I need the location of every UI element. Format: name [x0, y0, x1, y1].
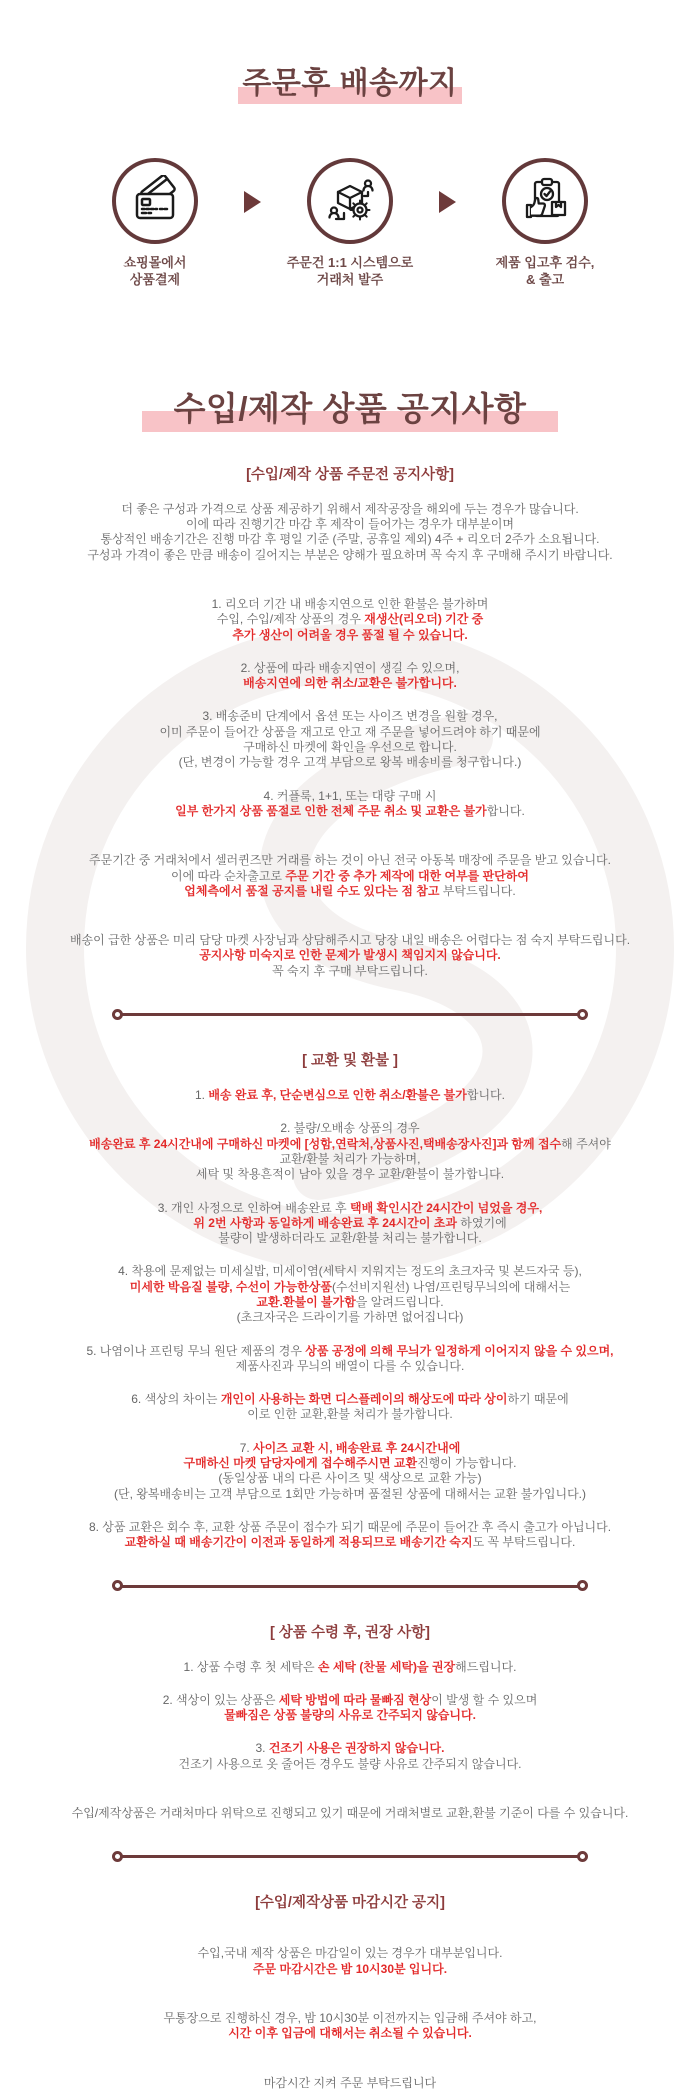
- notice-title-text: 수입/제작 상품 공지사항: [142, 390, 559, 432]
- notice-line: 수입/제작상품은 거래처마다 위탁으로 진행되고 있기 때문에 거래처별로 교환,환불 기준이 다를 수 있습니다.: [71, 1806, 629, 1821]
- notice-line: 교환하실 때 배송기간이 이전과 동일하게 적용되므로 배송기간 숙지도 꼭 부탁드립니다.: [124, 1535, 576, 1550]
- notice-line: 주문기간 중 거래처에서 셀러퀸즈만 거래를 하는 것이 아닌 전국 아동복 매장에 주문을 받고 있습니다.: [89, 853, 611, 868]
- notice-block: [0, 1441, 700, 1502]
- notice-line: 1. 배송 완료 후, 단순변심으로 인한 취소/환불은 불가합니다.: [195, 1088, 505, 1103]
- notice-line: 제품사진과 무늬의 배열이 다를 수 있습니다.: [235, 1358, 465, 1373]
- notice-line: 세탁 및 착용흔적이 남아 있을 경우 교환/환불이 불가합니다.: [195, 1167, 505, 1182]
- notice-block: [0, 933, 700, 979]
- notice-line: 구매하신 마켓에 확인을 우선으로 합니다.: [243, 740, 457, 755]
- notice-line: 교환/환불 처리가 가능하며,: [279, 1151, 421, 1166]
- page-title: [0, 58, 700, 102]
- notice-line: 3. 건조기 사용은 권장하지 않습니다.: [255, 1741, 445, 1756]
- notice-line: (단, 변경이 가능할 경우 고객 부담으로 왕복 배송비를 청구합니다.): [178, 755, 522, 770]
- notice-block: [0, 853, 700, 899]
- notice-line: 미세한 박음질 불량, 수선이 가능한상품(수선비지원선) 나염/프린팅무늬의에 대해서는: [129, 1279, 571, 1294]
- notice-line: 이에 따라 순차출고로 주문 기간 중 추가 제작에 대한 여부를 판단하여: [171, 868, 529, 883]
- notice-block: [0, 2076, 700, 2091]
- notice-section: [0, 466, 700, 979]
- notice-section: [0, 1624, 700, 1822]
- notice-line: 주문 마감시간은 밤 10시30분 입니다.: [252, 1961, 448, 1976]
- notice-line: 구성과 가격이 좋은 만큼 배송이 길어지는 부분은 양해가 필요하며 꼭 숙지 후 구매해 주시기 바랍니다.: [87, 547, 613, 562]
- notice-section: [0, 1894, 700, 2090]
- arrow-right-icon: [244, 191, 261, 213]
- notice-block: [0, 1946, 700, 1977]
- notice-line: 더 좋은 구성과 가격으로 상품 제공하기 위해서 제작공장을 해외에 두는 경우가 많습니다.: [121, 501, 579, 516]
- notice-line: 건조기 사용으로 옷 줄어든 경우도 불량 사유로 간주되지 않습니다.: [178, 1756, 522, 1771]
- notice-line: 2. 상품에 따라 배송지연이 생길 수 있으며,: [240, 660, 460, 675]
- notice-line: 이에 따라 진행기간 마감 후 제작이 들어가는 경우가 대부분이며: [185, 517, 515, 532]
- notice-line: 4. 커플룩, 1+1, 또는 대량 구매 시: [263, 788, 437, 803]
- notice-block: [0, 789, 700, 820]
- notice-block: [0, 2011, 700, 2042]
- notice-block: [0, 1520, 700, 1551]
- inspection-icon: [502, 158, 588, 244]
- notice-line: 추가 생산이 어려울 경우 품절 될 수 있습니다.: [232, 627, 468, 642]
- notice-line: 교환.환불이 불가함을 알려드립니다.: [256, 1294, 444, 1309]
- notice-line: 물빠짐은 상품 불량의 사유로 간주되지 않습니다.: [224, 1708, 476, 1723]
- order-process-flow: [0, 158, 700, 289]
- process-step-label: 주문건 1:1 시스템으로 거래처 발주: [286, 255, 414, 287]
- notice-line: 4. 착용에 문제없는 미세실밥, 미세이염(세탁시 지워지는 정도의 초크자국 및 본드자국 등),: [118, 1264, 582, 1279]
- credit-card-icon: [112, 158, 198, 244]
- notice-line: (단, 왕복배송비는 고객 부담으로 1회만 가능하며 품절된 상품에 대해서는 교환 불가입니다.): [114, 1486, 586, 1501]
- notice-sections: [0, 466, 700, 2091]
- notice-line: 배송이 급한 상품은 미리 담당 마켓 사장님과 상담해주시고 당장 내일 배송은 어렵다는 점 숙지 부탁드립니다.: [69, 933, 631, 948]
- notice-block: [0, 661, 700, 692]
- process-step-label: 쇼핑몰에서 상품결제: [123, 255, 187, 287]
- process-step-label: 제품 입고후 검수, & 출고: [495, 255, 595, 287]
- notice-line: 2. 색상이 있는 상품은 세탁 방법에 따라 물빠짐 현상이 발생 할 수 있으며: [162, 1692, 538, 1707]
- notice-line: 공지사항 미숙지로 인한 문제가 발생시 책임지지 않습니다.: [199, 948, 501, 963]
- notice-block: [0, 1344, 700, 1375]
- section-divider: [121, 1013, 579, 1016]
- notice-line: 1. 리오더 기간 내 배송지연으로 인한 환불은 불가하며: [211, 596, 489, 611]
- notice-block: [0, 1392, 700, 1423]
- notice-block: [0, 1088, 700, 1103]
- page-title-text: 주문후 배송까지: [238, 67, 461, 104]
- notice-block: [0, 1806, 700, 1821]
- section-divider: [121, 1585, 579, 1588]
- notice-page: [0, 58, 700, 2091]
- arrow-right-icon: [439, 191, 456, 213]
- notice-line: 마감시간 지켜 주문 부탁드립니다: [263, 2075, 437, 2090]
- notice-line: 7. 사이즈 교환 시, 배송완료 후 24시간내에: [239, 1440, 461, 1455]
- notice-line: (초크자국은 드라이기를 가하면 없어집니다): [236, 1310, 464, 1325]
- notice-block: [0, 1201, 700, 1247]
- notice-line: (동일상품 내의 다른 사이즈 및 색상으로 교환 가능): [218, 1471, 482, 1486]
- notice-line: 일부 한가지 상품 품절로 인한 전체 주문 취소 및 교환은 불가합니다.: [175, 803, 525, 818]
- notice-title: [0, 383, 700, 430]
- notice-block: [0, 709, 700, 770]
- section-divider: [121, 1855, 579, 1858]
- notice-line: 8. 상품 교환은 회수 후, 교환 상품 주문이 접수가 되기 때문에 주문이 들어간 후 즉시 출고가 아닙니다.: [88, 1519, 612, 1534]
- notice-line: 1. 상품 수령 후 첫 세탁은 손 세탁 (찬물 세탁)을 권장해드립니다.: [183, 1659, 517, 1674]
- notice-block: [0, 597, 700, 643]
- notice-line: 3. 배송준비 단계에서 옵션 또는 사이즈 변경을 원할 경우,: [202, 709, 498, 724]
- section-header: [수입/제작상품 마감시간 공지]: [255, 1895, 445, 1912]
- notice-line: 구매하신 마켓 담당자에게 접수해주시면 교환진행이 가능합니다.: [183, 1456, 517, 1471]
- order-system-icon: [307, 158, 393, 244]
- notice-line: 이미 주문이 들어간 상품을 재고로 안고 재 주문을 넣어드려야 하기 때문에: [159, 724, 541, 739]
- notice-line: 위 2번 사항과 동일하게 배송완료 후 24시간이 초과 하였기에: [193, 1215, 507, 1230]
- notice-line: 5. 나염이나 프린팅 무늬 원단 제품의 경우 상품 공정에 의해 무늬가 일정하게 이어지지 않을 수 있으며,: [86, 1343, 614, 1358]
- page: [0, 58, 700, 2088]
- notice-line: 이로 인한 교환,환불 처리가 불가합니다.: [247, 1407, 453, 1422]
- notice-line: 2. 불량/오배송 상품의 경우: [280, 1121, 420, 1136]
- notice-line: 수입, 수입/제작 상품의 경우 재생산(리오더) 기간 중: [216, 612, 484, 627]
- notice-line: 꼭 숙지 후 구매 부탁드립니다.: [272, 963, 428, 978]
- notice-line: 업체측에서 품절 공지를 내릴 수도 있다는 점 참고 부탁드립니다.: [184, 883, 516, 898]
- notice-line: 6. 색상의 차이는 개인이 사용하는 화면 디스플레이의 해상도에 따라 상이하기 때문에: [131, 1392, 569, 1407]
- notice-block: [0, 1264, 700, 1325]
- notice-block: [0, 1693, 700, 1724]
- section-header: [ 교환 및 환불 ]: [302, 1053, 398, 1070]
- section-header: [수입/제작 상품 주문전 공지사항]: [246, 466, 454, 483]
- notice-block: [0, 1741, 700, 1772]
- notice-line: 수입,국내 제작 상품은 마감일이 있는 경우가 대부분입니다.: [197, 1946, 503, 1961]
- notice-line: 3. 개인 사정으로 인하여 배송완료 후 택배 확인시간 24시간이 넘었을 경우,: [157, 1200, 543, 1215]
- process-step-order-system: [261, 158, 439, 289]
- notice-line: 배송지연에 의한 취소/교환은 불가합니다.: [243, 676, 457, 691]
- notice-line: 배송완료 후 24시간내에 구매하신 마켓에 [성함,연락처,상품사진,택배송장사진]과 함께 접수해 주셔야: [89, 1136, 611, 1151]
- notice-block: [0, 1121, 700, 1182]
- notice-line: 무통장으로 진행하신 경우, 밤 10시30분 이전까지는 입금해 주셔야 하고,: [163, 2010, 537, 2025]
- notice-block: [0, 502, 700, 563]
- process-step-inspection: [456, 158, 634, 289]
- notice-line: 시간 이후 입금에 대해서는 취소될 수 있습니다.: [228, 2026, 472, 2041]
- notice-block: [0, 1660, 700, 1675]
- notice-section: [0, 1052, 700, 1551]
- notice-line: 불량이 발생하더라도 교환/환불 처리는 불가합니다.: [218, 1231, 482, 1246]
- process-step-payment: [66, 158, 244, 289]
- notice-line: 통상적인 배송기간은 진행 마감 후 평일 기준 (주말, 공휴일 제외) 4주 + 리오더 2주가 소요됩니다.: [100, 532, 600, 547]
- section-header: [ 상품 수령 후, 권장 사항]: [270, 1624, 430, 1641]
